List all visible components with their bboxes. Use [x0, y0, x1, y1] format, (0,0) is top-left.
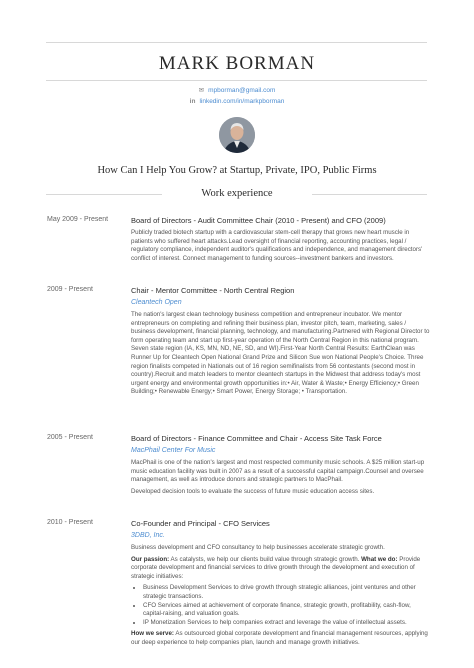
job-title: Chair - Mentor Committee - North Central Region	[131, 286, 295, 295]
job-content	[131, 286, 431, 400]
job-title: Co-Founder and Principal - CFO Services	[131, 519, 270, 528]
envelope-icon: ✉	[198, 87, 205, 94]
job-title: Board of Directors - Audit Committee Chair (2010 - Present) and CFO (2009)	[131, 216, 386, 225]
contact-linkedin	[0, 98, 474, 105]
job-date: 2009 - Present	[47, 286, 93, 293]
what-we-do-label: What we do:	[361, 555, 398, 563]
header-top-rule	[46, 42, 427, 43]
company-link[interactable]: MacPhail Center For Music	[131, 447, 216, 454]
linkedin-icon: in	[189, 98, 196, 105]
job-description-text: MacPhail is one of the nation's largest and most respected community music schools. A $25 million start-up music education facility was built in 2007 as a result of a successful capital campaign.Counsel and oversee management, as well as introduce donors and strategic partners to MacPhail.	[131, 459, 425, 484]
headline: How Can I Help You Grow? at Startup, Private, IPO, Public Firms	[97, 165, 377, 176]
job-date: May 2009 - Present	[47, 216, 109, 223]
passion-text: As catalysts, we help our clients build value through strategic growth.	[169, 555, 362, 563]
list-item: • Business Development Services to drive growth through strategic alliances, joint ventures and other strategic transactions.	[143, 584, 431, 601]
job-description	[131, 544, 431, 648]
job-description	[131, 459, 431, 496]
job-description	[131, 229, 431, 263]
job-content	[131, 434, 431, 499]
list-item: • CFO Services aimed at achievement of corporate finance, strategic growth, profitability, cash-flow, capital-raising, and valuation goals.	[143, 602, 431, 619]
list-item: • IP Monetization Services to help companies extract and leverage the value of intellectual assets.	[143, 619, 431, 628]
contact-email	[0, 86, 474, 94]
passion-label: Our passion:	[131, 555, 170, 563]
job-description-text: Developed decision tools to evaluate the success of future music education access sites.	[131, 487, 375, 495]
linkedin-link[interactable]: linkedin.com/in/markpborman	[199, 98, 285, 105]
job-description	[131, 311, 431, 397]
job-date: 2010 - Present	[47, 519, 93, 526]
job-description-text: Publicly traded biotech startup with a cardiovascular stem-cell therapy that grows new heart muscle in patients who suffered heart attacks.Lead oversight of financial reporting, accounting practices, legal / regulatory compliance, independent auditor's qualifications and independence, and management directors' conflict of interest. Connect management to funding sources--investment bankers and investors.	[131, 229, 423, 262]
services-list	[131, 584, 431, 627]
job-content	[131, 519, 431, 651]
serve-label: How we serve:	[131, 630, 174, 638]
job-passion	[131, 556, 431, 582]
section-title-work-experience: Work experience	[201, 188, 273, 199]
job-date: 2005 - Present	[47, 434, 93, 441]
profile-photo	[219, 117, 255, 153]
resume-name: MARK BORMAN	[158, 53, 316, 74]
company-link[interactable]: Cleantech Open	[131, 299, 182, 306]
job-title: Board of Directors - Finance Committee and Chair - Access Site Task Force	[131, 434, 382, 443]
job-description-text: The nation's largest clean technology business competition and entrepreneur incubator. We mentor entrepreneurs on completing and refining their business plan, investor pitch, team, marketing, sales / business development, financial planning, technology, and manufacturing.Partnered with Regional Director to form operating team and start up first-year operation of the North Central Region in this national program. Seven state region (IA, KS, MN, ND, NE, SD, and WI).First-Year North Central Results: EarthClean was Runner Up for Cleantech Open National Grand Prize and Silicon Sue won National People's Choice. Three region finalists competed in Nationals out of 16 region semifinalists from 56 contestants (second most in country).Recruit and match leaders to mentor cleantech startups in the Midwest that address today's most urgent energy and environmental growth opportunities in:• Air, Water & Waste;• Energy Efficiency;• Green Building;• Renewable Energy;• Smart Power, Energy Storage; • Transportation.	[131, 311, 430, 396]
company-link[interactable]: 3DBD, Inc.	[131, 532, 165, 539]
job-content	[131, 216, 431, 266]
what-we-do-text: Provide corporate development and financial services to drive growth through the development and execution of strategic initiatives:	[131, 555, 421, 580]
email-link[interactable]: mpborman@gmail.com	[208, 87, 276, 94]
header-bottom-rule	[46, 80, 427, 81]
job-description-text: Business development and CFO consultancy to help businesses accelerate strategic growth.	[131, 544, 385, 551]
serve-text: As outsourced global corporate development and financial management resources, applying our deep experience to help companies plan, launch and manage growth initiatives.	[131, 630, 428, 646]
job-serve	[131, 630, 431, 647]
